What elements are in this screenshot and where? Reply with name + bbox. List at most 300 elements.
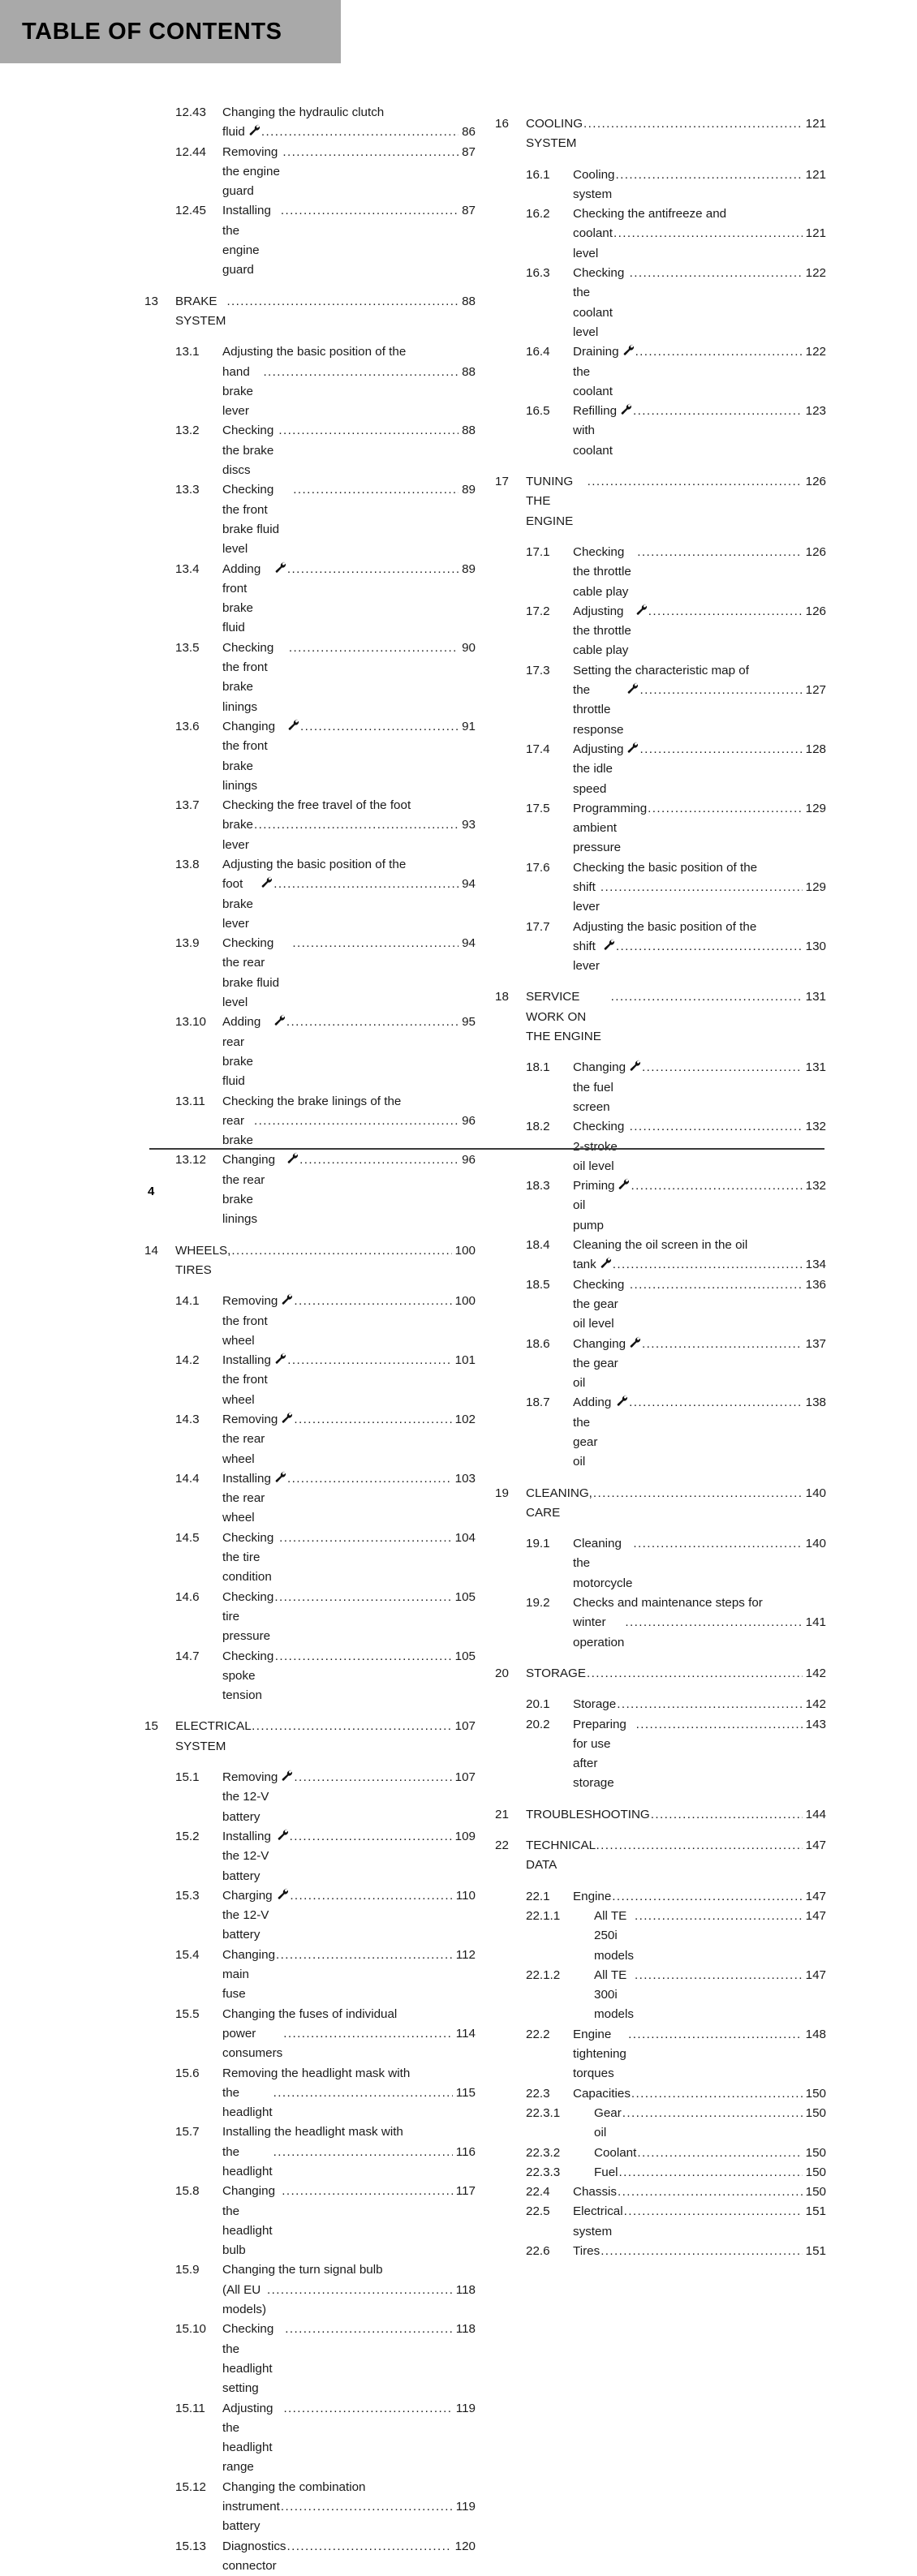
- toc-entry-number: 13.12: [175, 1153, 207, 1168]
- toc-entry-page-number: 147: [805, 1838, 826, 1853]
- toc-entry-title: [222, 1768, 476, 1827]
- toc-entry-number: 14.6: [175, 1589, 200, 1604]
- toc-entry[interactable]: [495, 858, 826, 918]
- toc-entry-title: [573, 204, 826, 264]
- toc-entry[interactable]: [144, 1529, 476, 1588]
- toc-entry-title-line: the headlight: [222, 2085, 273, 2120]
- toc-entry-page-number: 147: [805, 1967, 826, 1982]
- dot-leader: [273, 2084, 453, 2103]
- toc-entry[interactable]: [495, 1393, 826, 1472]
- toc-entry-number: 14.2: [175, 1353, 200, 1368]
- toc-entry-number: 18.7: [526, 1396, 550, 1410]
- dot-leader: [622, 2104, 803, 2123]
- toc-entry[interactable]: [144, 2320, 476, 2398]
- wrench-icon: [622, 344, 634, 355]
- wrench-icon: [603, 939, 614, 950]
- toc-entry-title: [222, 1886, 476, 1946]
- toc-entry[interactable]: [144, 342, 476, 421]
- toc-entry-number: 13.6: [175, 719, 200, 733]
- toc-entry-number: 16.4: [526, 345, 550, 359]
- dot-leader: [639, 681, 802, 700]
- toc-entry[interactable]: [495, 1695, 826, 1714]
- toc-entry-page-number: 127: [805, 683, 826, 698]
- toc-entry-title-line: Installing the front wheel: [222, 1353, 271, 1407]
- dot-leader: [601, 2242, 802, 2261]
- toc-entry-leader-line: [526, 987, 826, 1047]
- toc-entry[interactable]: [495, 2084, 826, 2104]
- toc-entry-leader-line: [222, 2399, 476, 2478]
- toc-entry-number: 14.7: [175, 1649, 200, 1663]
- dot-leader: [254, 1112, 458, 1131]
- toc-entry-page-number: 140: [805, 1537, 826, 1551]
- dot-leader: [279, 1529, 452, 1548]
- toc-entry[interactable]: [495, 114, 826, 154]
- toc-entry[interactable]: [495, 1664, 826, 1684]
- toc-entry-page-number: 126: [805, 604, 826, 618]
- toc-entry-title-line: coolant level: [573, 226, 613, 260]
- toc-entry[interactable]: [495, 1534, 826, 1593]
- toc-entry-title: [222, 1092, 476, 1151]
- toc-entry-page-number: 105: [454, 1649, 476, 1663]
- toc-entry[interactable]: [495, 1836, 826, 1876]
- toc-entry[interactable]: [144, 2122, 476, 2182]
- toc-entry-page-number: 104: [454, 1530, 476, 1545]
- dot-leader: [624, 2202, 803, 2221]
- toc-entry-page-number: 150: [805, 2086, 826, 2101]
- toc-entry[interactable]: [495, 1966, 826, 2025]
- toc-entry-title: [573, 2163, 826, 2183]
- dot-leader: [630, 1117, 803, 1137]
- toc-entry-title-line: the headlight: [222, 2144, 273, 2178]
- toc-entry-title-line: Adjusting the basic position of the: [573, 919, 757, 934]
- toc-entry-title-line: Checking the free travel of the foot: [222, 798, 411, 813]
- footer-page-number: 4: [148, 1185, 155, 1198]
- toc-entry-leader-line: [573, 543, 826, 602]
- toc-entry[interactable]: [495, 342, 826, 402]
- toc-entry[interactable]: [144, 1092, 476, 1151]
- toc-entry-page-number: 100: [454, 1294, 476, 1309]
- dot-leader: [254, 815, 458, 835]
- toc-entry-page-number: 137: [805, 1336, 826, 1351]
- toc-entry-number: 17.5: [526, 801, 550, 815]
- toc-entry-page-number: 105: [454, 1589, 476, 1604]
- dot-leader: [619, 2163, 803, 2183]
- toc-entry-leader-line: [222, 639, 476, 717]
- dot-leader: [588, 472, 803, 492]
- toc-entry-number: 13.3: [175, 483, 200, 497]
- toc-entry-leader-line: [573, 1335, 826, 1394]
- toc-entry-title: [222, 1410, 476, 1469]
- wrench-icon: [286, 1152, 298, 1163]
- dot-leader: [281, 2497, 453, 2517]
- toc-entry-leader-line: [222, 560, 476, 639]
- toc-entry[interactable]: [144, 1469, 476, 1529]
- dot-leader: [252, 1717, 452, 1736]
- toc-entry[interactable]: [495, 2183, 826, 2202]
- toc-entry-title: [573, 342, 826, 402]
- toc-entry-page-number: 121: [805, 117, 826, 131]
- toc-entry-page-number: 121: [805, 226, 826, 241]
- toc-entry-page-number: 103: [454, 1471, 476, 1486]
- toc-entry[interactable]: [144, 421, 476, 480]
- toc-entry-page-number: 93: [462, 818, 476, 832]
- toc-entry-title-line: Checking the rear brake fluid level: [222, 936, 280, 1010]
- toc-entry[interactable]: [144, 1351, 476, 1410]
- wrench-icon: [600, 1257, 611, 1268]
- toc-entry[interactable]: [144, 2399, 476, 2478]
- toc-entry-title-line: Adding the gear oil: [573, 1396, 612, 1469]
- toc-entry-title: [222, 639, 476, 717]
- toc-entry[interactable]: [495, 166, 826, 205]
- toc-entry-page-number: 122: [805, 345, 826, 359]
- toc-entry-title-line: power consumers: [222, 2026, 283, 2061]
- dot-leader: [261, 123, 458, 142]
- toc-entry-leader-line: [222, 2281, 476, 2320]
- dot-leader: [285, 2320, 452, 2339]
- dot-leader: [287, 560, 458, 579]
- toc-entry[interactable]: [144, 1647, 476, 1706]
- toc-entry[interactable]: [495, 918, 826, 977]
- toc-entry-number: 15.12: [175, 2479, 207, 2494]
- toc-entry-title-line: Removing the headlight mask with: [222, 2066, 411, 2080]
- toc-entry-title: [526, 114, 826, 154]
- toc-entry-number: 17.4: [526, 742, 550, 756]
- dot-leader: [231, 1241, 451, 1261]
- toc-entry-number: 15.3: [175, 1888, 200, 1903]
- toc-entry-leader-line: [573, 740, 826, 799]
- toc-entry-title: [573, 1393, 826, 1472]
- toc-entry-leader-line: [222, 2143, 476, 2183]
- toc-entry[interactable]: [144, 1292, 476, 1351]
- toc-entry-title-line: Fuel: [594, 2165, 618, 2179]
- wrench-icon: [277, 1888, 288, 1899]
- toc-entry[interactable]: [144, 480, 476, 559]
- wrench-icon: [616, 1395, 627, 1406]
- toc-entry-leader-line: [573, 224, 826, 264]
- toc-entry-leader-line: [222, 363, 476, 422]
- toc-entry-page-number: 143: [805, 1717, 826, 1731]
- toc-entry-page-number: 129: [805, 801, 826, 815]
- dot-leader: [275, 1647, 452, 1666]
- toc-entry-leader-line: [222, 1529, 476, 1588]
- toc-entry-number: 20.1: [526, 1697, 550, 1712]
- toc-entry-page-number: 132: [805, 1179, 826, 1193]
- toc-entry[interactable]: [495, 543, 826, 602]
- wrench-icon: [274, 561, 286, 573]
- toc-entry-page-number: 134: [805, 1258, 826, 1272]
- toc-entry-leader-line: [573, 681, 826, 740]
- toc-entry-page-number: 128: [805, 742, 826, 756]
- dot-leader: [625, 1613, 802, 1632]
- toc-entry-title-line: Engine: [573, 1889, 612, 1903]
- toc-entry-title-line: Draining the coolant: [573, 345, 619, 398]
- toc-entry-title: [222, 2122, 476, 2182]
- toc-entry[interactable]: [495, 987, 826, 1047]
- toc-entry[interactable]: [495, 2104, 826, 2144]
- footer-divider: [149, 1148, 824, 1150]
- toc-entry-leader-line: [594, 2144, 826, 2163]
- toc-entry[interactable]: [144, 201, 476, 280]
- dot-leader: [637, 2144, 802, 2163]
- toc-entry-leader-line: [175, 292, 476, 332]
- toc-entry-leader-line: [222, 875, 476, 934]
- toc-entry[interactable]: [495, 799, 826, 858]
- toc-entry-leader-line: [573, 799, 826, 858]
- toc-entry-title: [573, 2144, 826, 2163]
- dot-leader: [283, 2399, 452, 2419]
- toc-entry-title-line: instrument battery: [222, 2500, 280, 2534]
- toc-entry-number: 13.10: [175, 1015, 207, 1030]
- toc-entry-title: [222, 1351, 476, 1410]
- toc-entry[interactable]: [144, 1410, 476, 1469]
- toc-entry[interactable]: [144, 1013, 476, 1091]
- toc-entry-title-line: SERVICE WORK ON THE ENGINE: [526, 990, 601, 1044]
- toc-entry-number: 13.11: [175, 1094, 205, 1108]
- toc-entry[interactable]: [495, 1058, 826, 1117]
- toc-entry-page-number: 150: [805, 2165, 826, 2179]
- toc-entry-leader-line: [222, 1946, 476, 2005]
- toc-entry[interactable]: [144, 143, 476, 202]
- toc-entry-title-line: Gear oil: [594, 2105, 622, 2140]
- toc-entry[interactable]: [495, 1484, 826, 1524]
- toc-entry-title-line: Setting the characteristic map of: [573, 663, 749, 677]
- toc-entry-title-line: Removing the front wheel: [222, 1294, 278, 1348]
- toc-entry-number: 12.43: [175, 105, 207, 119]
- toc-entry-leader-line: [222, 2084, 476, 2123]
- toc-entry[interactable]: [495, 402, 826, 461]
- toc-entry-title-line: Adjusting the headlight range: [222, 2401, 273, 2475]
- wrench-icon: [620, 403, 631, 415]
- toc-entry-page-number: 94: [462, 936, 476, 951]
- toc-entry[interactable]: [495, 1805, 826, 1825]
- toc-entry-title: [222, 342, 476, 421]
- toc-entry-title: [222, 2537, 476, 2576]
- toc-entry-title: [222, 201, 476, 280]
- toc-entry[interactable]: [144, 1150, 476, 1229]
- dot-leader: [613, 224, 803, 243]
- toc-entry-title-line: Checking the front brake fluid level: [222, 483, 280, 557]
- toc-entry-title-line: brake lever: [222, 818, 253, 852]
- toc-entry-leader-line: [222, 1410, 476, 1469]
- dot-leader: [263, 363, 458, 382]
- dot-leader: [617, 1695, 802, 1714]
- toc-entry[interactable]: [495, 1593, 826, 1653]
- toc-entry-number: 17.1: [526, 544, 550, 559]
- toc-entry[interactable]: [144, 1717, 476, 1757]
- toc-entry-title-line: Adding front brake fluid: [222, 561, 261, 635]
- toc-entry-page-number: 117: [455, 2184, 476, 2199]
- toc-entry-leader-line: [222, 1013, 476, 1091]
- wrench-icon: [274, 1471, 286, 1482]
- dot-leader: [294, 1768, 451, 1787]
- toc-entry-title: [222, 1013, 476, 1091]
- toc-entry-title-line: Cleaning the oil screen in the oil: [573, 1238, 748, 1253]
- toc-entry-title-line: Checking spoke tension: [222, 1649, 274, 1703]
- dot-leader: [642, 1058, 803, 1077]
- toc-entry-page-number: 94: [462, 877, 476, 892]
- toc-entry-page-number: 118: [455, 2322, 476, 2337]
- toc-entry-leader-line: [222, 1292, 476, 1351]
- toc-entry-title: [573, 1335, 826, 1394]
- toc-entry-page-number: 132: [805, 1120, 826, 1134]
- toc-entry[interactable]: [495, 264, 826, 342]
- toc-entry-leader-line: [594, 1966, 826, 2025]
- toc-entry[interactable]: [495, 2025, 826, 2084]
- toc-entry-leader-line: [222, 1351, 476, 1410]
- toc-entry-title: [222, 1469, 476, 1529]
- dot-leader: [612, 1887, 802, 1907]
- toc-entry[interactable]: [495, 1117, 826, 1176]
- wrench-icon: [277, 1829, 288, 1840]
- toc-entry-title: [222, 1292, 476, 1351]
- toc-entry[interactable]: [495, 2242, 826, 2261]
- toc-entry-title: [573, 1907, 826, 1966]
- toc-entry-title-line: Chassis: [573, 2185, 618, 2200]
- toc-entry[interactable]: [495, 2202, 826, 2242]
- toc-entry[interactable]: [144, 1241, 476, 1281]
- dot-leader: [648, 799, 803, 819]
- toc-entry-title-line: Changing the fuses of individual: [222, 2006, 398, 2021]
- toc-entry[interactable]: [495, 2144, 826, 2163]
- toc-entry-title-line: shift lever: [573, 939, 600, 974]
- toc-entry-title: [573, 1058, 826, 1117]
- toc-entry-leader-line: [573, 2183, 826, 2202]
- dot-leader: [274, 1588, 451, 1607]
- toc-entry[interactable]: [144, 2182, 476, 2260]
- toc-entry[interactable]: [144, 560, 476, 639]
- toc-entry-leader-line: [573, 1117, 826, 1176]
- toc-entry-leader-line: [222, 143, 476, 202]
- toc-entry-title-line: TUNING THE ENGINE: [526, 475, 574, 528]
- toc-entry-title-line: Checking the antifreeze and: [573, 207, 727, 221]
- toc-entry[interactable]: [495, 1907, 826, 1966]
- toc-entry[interactable]: [495, 1176, 826, 1236]
- toc-entry[interactable]: [495, 1887, 826, 1907]
- toc-entry[interactable]: [144, 1768, 476, 1827]
- toc-entry-title-line: (All EU models): [222, 2282, 267, 2317]
- toc-entry-leader-line: [573, 1887, 826, 1907]
- toc-entry-title: [222, 796, 476, 855]
- dot-leader: [294, 1410, 451, 1430]
- dot-leader: [290, 1886, 452, 1906]
- toc-entry-page-number: 107: [454, 1719, 476, 1734]
- toc-entry[interactable]: [144, 855, 476, 934]
- toc-entry-leader-line: [175, 1241, 476, 1281]
- dot-leader: [633, 402, 803, 421]
- toc-entry-title-line: Changing the gear oil: [573, 1336, 626, 1391]
- toc-entry[interactable]: [495, 472, 826, 531]
- table-of-contents: [144, 103, 826, 2576]
- toc-entry-page-number: 148: [805, 2027, 826, 2041]
- toc-entry-number: 15.5: [175, 2006, 200, 2021]
- dot-leader: [292, 934, 458, 953]
- toc-entry[interactable]: [144, 2005, 476, 2064]
- toc-entry[interactable]: [144, 2064, 476, 2123]
- toc-entry[interactable]: [495, 661, 826, 740]
- toc-entry[interactable]: [495, 1275, 826, 1335]
- toc-entry-page-number: 96: [462, 1113, 476, 1128]
- toc-entry[interactable]: [495, 204, 826, 264]
- toc-entry[interactable]: [144, 934, 476, 1013]
- toc-entry-number: 17.2: [526, 604, 550, 618]
- toc-entry[interactable]: [144, 1886, 476, 1946]
- header-bar: [0, 0, 341, 63]
- toc-entry[interactable]: [144, 1588, 476, 1647]
- toc-entry-title: [573, 1275, 826, 1335]
- toc-entry-number: 17.7: [526, 919, 550, 934]
- toc-entry-title-line: winter operation: [573, 1615, 625, 1649]
- toc-entry-title: [573, 2183, 826, 2202]
- toc-entry-title: [573, 858, 826, 918]
- toc-entry[interactable]: [495, 1335, 826, 1394]
- toc-entry-title: [222, 421, 476, 480]
- toc-entry[interactable]: [495, 1715, 826, 1794]
- toc-entry-leader-line: [573, 1393, 826, 1472]
- dot-leader: [636, 1715, 803, 1735]
- toc-entry[interactable]: [144, 2478, 476, 2537]
- toc-entry-page-number: 88: [462, 424, 476, 438]
- toc-entry-title: [222, 2399, 476, 2478]
- toc-entry-number: 15.4: [175, 1947, 200, 1962]
- toc-entry-title-line: hand brake lever: [222, 364, 253, 419]
- toc-entry-page-number: 86: [462, 125, 476, 140]
- toc-entry-title-line: Adding rear brake fluid: [222, 1015, 261, 1089]
- toc-entry-title: [222, 2478, 476, 2537]
- toc-entry[interactable]: [144, 103, 476, 143]
- toc-entry[interactable]: [144, 796, 476, 855]
- toc-entry[interactable]: [495, 602, 826, 661]
- toc-entry[interactable]: [144, 2260, 476, 2320]
- toc-entry-leader-line: [573, 1058, 826, 1117]
- toc-entry-title: [526, 1805, 826, 1825]
- toc-entry-title: [222, 2320, 476, 2398]
- toc-entry-number: 18.6: [526, 1336, 550, 1351]
- toc-entry[interactable]: [495, 740, 826, 799]
- dot-leader: [611, 987, 803, 1007]
- toc-entry-leader-line: [222, 201, 476, 280]
- toc-entry-title-line: Changing the hydraulic clutch: [222, 105, 385, 119]
- dot-leader: [635, 1907, 803, 1926]
- toc-entry[interactable]: [495, 2163, 826, 2183]
- toc-entry-title: [573, 1117, 826, 1176]
- dot-leader: [290, 1827, 452, 1847]
- toc-entry[interactable]: [144, 717, 476, 796]
- toc-entry[interactable]: [144, 2537, 476, 2576]
- toc-entry-title-line: Changing the rear brake linings: [222, 1153, 276, 1227]
- toc-entry-page-number: 87: [462, 204, 476, 218]
- toc-entry-page-number: 122: [805, 266, 826, 281]
- toc-entry-title: [573, 264, 826, 342]
- toc-entry-number: 13.8: [175, 857, 200, 871]
- toc-entry-title-line: Installing the rear wheel: [222, 1471, 271, 1525]
- toc-entry[interactable]: [144, 1946, 476, 2005]
- toc-entry-leader-line: [222, 1112, 476, 1151]
- wrench-icon: [281, 1412, 292, 1423]
- toc-entry-title-line: foot brake lever: [222, 877, 253, 931]
- toc-entry[interactable]: [495, 1236, 826, 1275]
- toc-entry-number: 21: [495, 1807, 509, 1821]
- toc-entry-title-line: Changing main fuse: [222, 1947, 276, 2002]
- toc-entry-title: [222, 1946, 476, 2005]
- toc-entry-title: [573, 166, 826, 205]
- toc-entry-leader-line: [573, 2202, 826, 2242]
- toc-entry-title: [222, 934, 476, 1013]
- toc-entry[interactable]: [144, 1827, 476, 1886]
- toc-entry[interactable]: [144, 639, 476, 717]
- toc-entry-leader-line: [222, 934, 476, 1013]
- toc-entry[interactable]: [144, 292, 476, 332]
- dot-leader: [267, 2281, 453, 2300]
